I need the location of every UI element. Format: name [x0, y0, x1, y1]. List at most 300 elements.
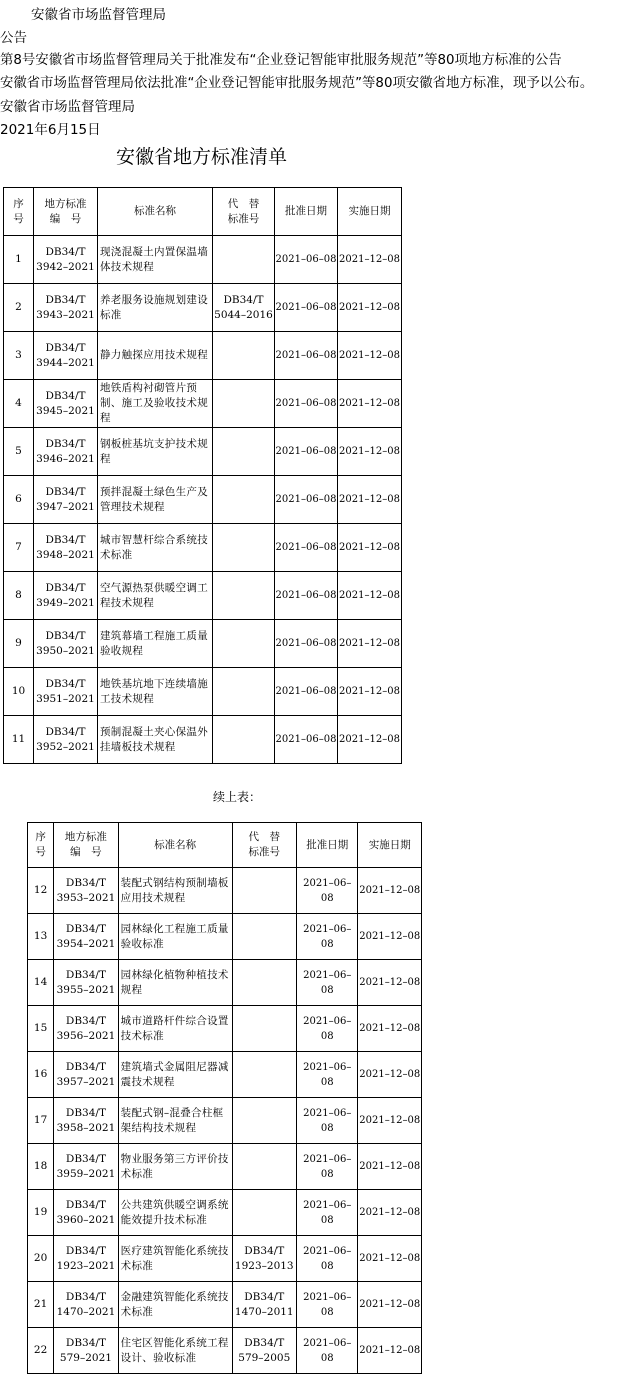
code-cell-text: 1470–2021: [56, 1305, 116, 1318]
code-cell-text: DB34/T: [45, 293, 86, 306]
replace-cell-text: DB34/T: [244, 1244, 285, 1257]
name-cell: [118, 1098, 232, 1144]
replace-cell: [232, 1144, 296, 1190]
approve-date-cell-text: 2021–06–08: [275, 398, 337, 409]
code-cell-text: DB34/T: [45, 725, 86, 738]
name-cell-text: 装配式钢–混叠合柱框架结构技术规程: [120, 1106, 224, 1134]
seq-cell: [28, 1328, 54, 1374]
implement-date-cell: [358, 1098, 422, 1144]
name-cell-text: 公共建筑供暖空调系统能效提升技术标准: [120, 1198, 229, 1226]
implement-date-cell: [338, 428, 402, 476]
name-cell-text: 城市道路杆件综合设置技术标准: [120, 1014, 229, 1042]
replace-cell: [213, 716, 275, 764]
name-cell: [118, 1052, 232, 1098]
code-cell-text: DB34/T: [65, 1106, 106, 1119]
col-code-header: 地方标准 编 号: [34, 188, 98, 236]
replace-cell: [232, 1052, 296, 1098]
agency-name: 安徽省市场监督管理局: [31, 7, 166, 23]
implement-date-cell: [338, 524, 402, 572]
seq-cell-text: 16: [33, 1068, 48, 1080]
code-cell-text: 3960–2021: [56, 1213, 116, 1226]
col-approve-header: 批准日期: [275, 188, 338, 236]
seq-cell: [4, 284, 34, 332]
approve-date-cell: [297, 1006, 358, 1052]
name-cell: [98, 332, 213, 380]
replace-cell-text: 1470–2011: [234, 1305, 294, 1318]
seq-cell: [4, 716, 34, 764]
replace-cell-text: DB34/T: [223, 293, 264, 306]
seq-cell: [28, 1282, 54, 1328]
name-cell: [98, 524, 213, 572]
code-cell: [54, 1006, 118, 1052]
replace-cell: [232, 1236, 296, 1282]
code-cell-text: DB34/T: [45, 629, 86, 642]
name-cell: [118, 1006, 232, 1052]
replace-cell: [213, 428, 275, 476]
notice-title: 第8号安徽省市场监督管理局关于批准发布“企业登记智能审批服务规范”等80项地方标准的公告: [0, 53, 562, 68]
approve-date-cell: [275, 476, 338, 524]
implement-date-cell-text: 2021–12–08: [359, 1023, 421, 1034]
table-row: [4, 380, 402, 428]
table-body: [4, 236, 402, 764]
code-cell: [34, 476, 98, 524]
code-cell: [54, 1282, 118, 1328]
approve-date-cell-text: 2021–06–08: [275, 494, 337, 505]
seq-cell-text: 17: [33, 1114, 48, 1126]
seq-cell-text: 8: [15, 589, 22, 601]
seq-cell-text: 5: [15, 445, 22, 457]
implement-date-cell-text: 2021–12–08: [359, 931, 421, 942]
approve-date-cell-text: 2021–06–08: [275, 638, 337, 649]
code-cell: [54, 1098, 118, 1144]
seq-cell-text: 20: [33, 1252, 48, 1264]
name-cell: [118, 1282, 232, 1328]
code-cell-text: 3951–2021: [36, 692, 95, 705]
replace-cell: [232, 960, 296, 1006]
code-cell-text: 3945–2021: [36, 404, 95, 417]
implement-date-cell: [338, 380, 402, 428]
code-cell-text: DB34/T: [45, 341, 86, 354]
seq-cell-text: 13: [33, 930, 48, 942]
seq-cell-text: 22: [33, 1344, 48, 1356]
approve-date-cell: [275, 668, 338, 716]
replace-cell: [232, 1006, 296, 1052]
seq-cell: [28, 868, 54, 914]
approve-date-cell: [297, 914, 358, 960]
code-cell-text: 3958–2021: [56, 1121, 116, 1134]
implement-date-cell: [338, 716, 402, 764]
implement-date-cell-text: 2021–12–08: [339, 398, 400, 409]
approve-date-cell-text: 2021–06–08: [303, 1153, 352, 1180]
replace-cell: [213, 668, 275, 716]
name-cell-text: 建筑墙式金属阻尼器减震技术规程: [120, 1060, 229, 1088]
implement-date-cell-text: 2021–12–08: [359, 1299, 421, 1310]
table-row: [28, 1328, 422, 1374]
list-title: 安徽省地方标准清单: [116, 146, 288, 168]
approve-date-cell-text: 2021–06–08: [275, 542, 337, 553]
implement-date-cell: [358, 1144, 422, 1190]
implement-date-cell: [358, 1190, 422, 1236]
approve-date-cell: [297, 1282, 358, 1328]
code-cell-text: 3950–2021: [36, 644, 95, 657]
approve-date-cell: [297, 1190, 358, 1236]
approve-date-cell-text: 2021–06–08: [303, 1061, 352, 1088]
implement-date-cell: [358, 1052, 422, 1098]
code-cell-text: DB34/T: [65, 876, 106, 889]
seq-cell-text: 21: [33, 1298, 48, 1310]
replace-cell: [232, 1098, 296, 1144]
code-cell-text: DB34/T: [65, 968, 106, 981]
approve-date-cell: [275, 284, 338, 332]
code-cell-text: DB34/T: [45, 581, 86, 594]
name-cell: [118, 960, 232, 1006]
table-row: [4, 428, 402, 476]
name-cell: [98, 668, 213, 716]
code-cell: [54, 868, 118, 914]
seq-cell-text: 6: [15, 493, 22, 505]
name-cell-text: 住宅区智能化系统工程设计、验收标准: [120, 1336, 229, 1364]
table-row: [28, 914, 422, 960]
implement-date-cell-text: 2021–12–08: [359, 1069, 421, 1080]
implement-date-cell: [358, 1282, 422, 1328]
replace-cell: [232, 1282, 296, 1328]
name-cell: [98, 620, 213, 668]
code-cell-text: DB34/T: [45, 245, 86, 258]
approve-date-cell: [275, 332, 338, 380]
implement-date-cell: [358, 914, 422, 960]
replace-cell-text: 5044–2016: [214, 308, 273, 321]
replace-cell: [232, 1190, 296, 1236]
table-row: [4, 476, 402, 524]
seq-cell: [28, 1098, 54, 1144]
implement-date-cell: [338, 572, 402, 620]
seq-cell: [4, 380, 34, 428]
code-cell-text: 3947–2021: [36, 500, 95, 513]
code-cell: [54, 1328, 118, 1374]
replace-cell-text: 579–2005: [238, 1351, 291, 1364]
code-cell: [34, 524, 98, 572]
code-cell-text: 3946–2021: [36, 452, 95, 465]
approve-date-cell: [297, 1236, 358, 1282]
approve-date-cell: [275, 428, 338, 476]
col-approve-header: 批准日期: [297, 823, 358, 868]
name-cell: [118, 1144, 232, 1190]
col-name-header: 标准名称: [118, 823, 232, 868]
code-cell-text: 3948–2021: [36, 548, 95, 561]
col-code-header: 地方标准 编 号: [54, 823, 118, 868]
name-cell-text: 地铁盾构衬砌管片预制、施工及验收技术规程: [100, 382, 208, 424]
replace-cell: [213, 476, 275, 524]
table-header-row: [28, 823, 422, 868]
implement-date-cell: [338, 236, 402, 284]
replace-cell-text: DB34/T: [244, 1336, 285, 1349]
code-cell: [54, 1236, 118, 1282]
implement-date-cell: [358, 1236, 422, 1282]
replace-cell: [213, 236, 275, 284]
approve-date-cell: [297, 960, 358, 1006]
replace-cell: [213, 380, 275, 428]
code-cell-text: 3953–2021: [56, 891, 116, 904]
name-cell: [118, 1328, 232, 1374]
name-cell-text: 园林绿化植物种植技术规程: [120, 968, 229, 996]
table-row: [28, 1236, 422, 1282]
code-cell: [34, 668, 98, 716]
replace-cell-text: 1923–2013: [234, 1259, 294, 1272]
table-row: [4, 668, 402, 716]
code-cell-text: 3943–2021: [36, 308, 95, 321]
table-row: [28, 1282, 422, 1328]
seq-cell: [28, 1052, 54, 1098]
name-cell-text: 预制混凝土夹心保温外挂墙板技术规程: [100, 725, 208, 753]
seq-cell: [4, 524, 34, 572]
approve-date-cell-text: 2021–06–08: [303, 1107, 352, 1134]
table-row: [28, 1098, 422, 1144]
code-cell-text: 3957–2021: [56, 1075, 116, 1088]
code-cell-text: 579–2021: [59, 1351, 112, 1364]
approve-date-cell-text: 2021–06–08: [275, 734, 337, 745]
seq-cell: [28, 914, 54, 960]
seq-cell-text: 18: [33, 1160, 48, 1172]
table-row: [28, 1144, 422, 1190]
name-cell: [118, 868, 232, 914]
seq-cell: [28, 1190, 54, 1236]
col-implement-header: 实施日期: [338, 188, 402, 236]
seq-cell-text: 4: [15, 397, 22, 409]
notice-body: 安徽省市场监督管理局依法批准“企业登记智能审批服务规范”等80项安徽省地方标准，现予以公布。: [0, 76, 594, 91]
code-cell-text: DB34/T: [45, 389, 86, 402]
col-seq-header: 序 号: [4, 188, 34, 236]
table-header-row: [4, 188, 402, 236]
implement-date-cell-text: 2021–12–08: [339, 686, 400, 697]
implement-date-cell: [338, 284, 402, 332]
name-cell-text: 静力触探应用技术规程: [100, 349, 208, 361]
name-cell: [98, 572, 213, 620]
replace-cell: [232, 914, 296, 960]
replace-cell: [213, 284, 275, 332]
code-cell: [54, 914, 118, 960]
table-row: [28, 1006, 422, 1052]
replace-cell: [213, 620, 275, 668]
approve-date-cell-text: 2021–06–08: [303, 1291, 352, 1318]
seq-cell: [4, 620, 34, 668]
col-name-header: 标准名称: [98, 188, 213, 236]
continued-label: 续上表：: [213, 790, 262, 804]
implement-date-cell-text: 2021–12–08: [359, 885, 421, 896]
implement-date-cell-text: 2021–12–08: [359, 977, 421, 988]
approve-date-cell-text: 2021–06–08: [275, 590, 337, 601]
notice-category: 公告: [0, 30, 27, 46]
standards-table: [3, 187, 402, 764]
replace-cell: [213, 524, 275, 572]
implement-date-cell-text: 2021–12–08: [339, 542, 400, 553]
table-row: [4, 620, 402, 668]
table-row: [28, 960, 422, 1006]
approve-date-cell: [275, 572, 338, 620]
name-cell-text: 养老服务设施规划建设标准: [100, 293, 208, 321]
code-cell-text: DB34/T: [65, 922, 106, 935]
implement-date-cell-text: 2021–12–08: [339, 590, 400, 601]
code-cell-text: 3956–2021: [56, 1029, 116, 1042]
standards-table-continued: [27, 822, 422, 1374]
approve-date-cell-text: 2021–06–08: [275, 254, 337, 265]
implement-date-cell-text: 2021–12–08: [359, 1345, 421, 1356]
code-cell: [34, 236, 98, 284]
code-cell-text: DB34/T: [65, 1336, 106, 1349]
seq-cell: [28, 1144, 54, 1190]
code-cell-text: 1923–2021: [56, 1259, 116, 1272]
name-cell-text: 园林绿化工程施工质量验收标准: [120, 922, 229, 950]
approve-date-cell-text: 2021–06–08: [303, 1015, 352, 1042]
table-row: [4, 236, 402, 284]
approve-date-cell-text: 2021–06–08: [303, 1199, 352, 1226]
approve-date-cell: [275, 524, 338, 572]
seq-cell-text: 14: [33, 976, 48, 988]
code-cell-text: DB34/T: [45, 485, 86, 498]
table-row: [4, 284, 402, 332]
name-cell: [98, 428, 213, 476]
seq-cell: [28, 1236, 54, 1282]
seq-cell: [4, 332, 34, 380]
code-cell: [54, 1052, 118, 1098]
seq-cell: [4, 572, 34, 620]
table-row: [4, 572, 402, 620]
seq-cell: [4, 668, 34, 716]
col-replace-header: 代 替 标准号: [213, 188, 275, 236]
implement-date-cell: [358, 960, 422, 1006]
table-row: [4, 332, 402, 380]
name-cell: [118, 1236, 232, 1282]
implement-date-cell: [358, 868, 422, 914]
name-cell-text: 医疗建筑智能化系统技术标准: [120, 1244, 229, 1272]
implement-date-cell-text: 2021–12–08: [339, 734, 400, 745]
seq-cell-text: 11: [11, 733, 26, 745]
name-cell: [118, 914, 232, 960]
seq-cell: [4, 428, 34, 476]
name-cell: [98, 284, 213, 332]
code-cell: [34, 620, 98, 668]
table-row: [28, 868, 422, 914]
implement-date-cell: [338, 476, 402, 524]
implement-date-cell-text: 2021–12–08: [359, 1207, 421, 1218]
seq-cell-text: 9: [15, 637, 22, 649]
implement-date-cell: [358, 1328, 422, 1374]
replace-cell-text: DB34/T: [244, 1290, 285, 1303]
approve-date-cell: [297, 1052, 358, 1098]
name-cell: [98, 380, 213, 428]
approve-date-cell-text: 2021–06–08: [275, 350, 337, 361]
name-cell-text: 空气源热泵供暖空调工程技术规程: [100, 581, 208, 609]
code-cell-text: DB34/T: [65, 1014, 106, 1027]
implement-date-cell-text: 2021–12–08: [339, 254, 400, 265]
code-cell: [54, 1190, 118, 1236]
approve-date-cell: [275, 236, 338, 284]
code-cell-text: DB34/T: [65, 1290, 106, 1303]
approve-date-cell: [275, 716, 338, 764]
seq-cell: [28, 1006, 54, 1052]
code-cell-text: DB34/T: [45, 533, 86, 546]
code-cell-text: 3959–2021: [56, 1167, 116, 1180]
name-cell-text: 地铁基坑地下连续墙施工技术规程: [100, 677, 208, 705]
code-cell: [34, 428, 98, 476]
name-cell-text: 城市智慧杆综合系统技术标准: [100, 533, 208, 561]
approve-date-cell: [297, 1328, 358, 1374]
implement-date-cell-text: 2021–12–08: [359, 1253, 421, 1264]
implement-date-cell-text: 2021–12–08: [339, 446, 400, 457]
name-cell: [118, 1190, 232, 1236]
approve-date-cell-text: 2021–06–08: [275, 686, 337, 697]
replace-cell: [232, 868, 296, 914]
replace-cell: [213, 332, 275, 380]
code-cell-text: DB34/T: [65, 1198, 106, 1211]
code-cell-text: 3942–2021: [36, 260, 95, 273]
seq-cell-text: 1: [15, 253, 22, 265]
name-cell-text: 物业服务第三方评价技术标准: [120, 1152, 229, 1180]
name-cell: [98, 236, 213, 284]
approve-date-cell-text: 2021–06–08: [303, 1337, 352, 1364]
code-cell: [34, 572, 98, 620]
approve-date-cell: [297, 1144, 358, 1190]
seq-cell-text: 2: [15, 301, 22, 313]
name-cell-text: 金融建筑智能化系统技术标准: [120, 1290, 229, 1318]
implement-date-cell: [338, 668, 402, 716]
approve-date-cell: [297, 1098, 358, 1144]
code-cell-text: 3954–2021: [56, 937, 116, 950]
table-row: [4, 524, 402, 572]
implement-date-cell-text: 2021–12–08: [339, 494, 400, 505]
seq-cell-text: 7: [15, 541, 22, 553]
col-replace-header: 代 替 标准号: [232, 823, 296, 868]
approve-date-cell-text: 2021–06–08: [303, 1245, 352, 1272]
seq-cell: [4, 236, 34, 284]
code-cell: [34, 284, 98, 332]
approve-date-cell-text: 2021–06–08: [275, 302, 337, 313]
table-row: [28, 1052, 422, 1098]
seq-cell-text: 3: [15, 349, 22, 361]
table-row: [4, 716, 402, 764]
implement-date-cell: [338, 620, 402, 668]
approve-date-cell-text: 2021–06–08: [303, 877, 352, 904]
seq-cell-text: 19: [33, 1206, 48, 1218]
seq-cell-text: 15: [33, 1022, 48, 1034]
code-cell-text: DB34/T: [65, 1060, 106, 1073]
name-cell-text: 建筑幕墙工程施工质量验收规程: [100, 629, 208, 657]
name-cell: [98, 476, 213, 524]
implement-date-cell: [358, 1006, 422, 1052]
implement-date-cell-text: 2021–12–08: [339, 302, 400, 313]
implement-date-cell-text: 2021–12–08: [339, 350, 400, 361]
code-cell: [34, 716, 98, 764]
code-cell-text: DB34/T: [45, 437, 86, 450]
code-cell: [34, 380, 98, 428]
replace-cell: [213, 572, 275, 620]
col-seq-header: 序 号: [28, 823, 54, 868]
notice-date: 2021年6月15日: [0, 122, 101, 138]
approve-date-cell-text: 2021–06–08: [275, 446, 337, 457]
approve-date-cell-text: 2021–06–08: [303, 969, 352, 996]
code-cell-text: DB34/T: [65, 1244, 106, 1257]
name-cell-text: 装配式钢结构预制墙板应用技术规程: [120, 876, 229, 904]
code-cell: [34, 332, 98, 380]
notice-signature: 安徽省市场监督管理局: [0, 99, 135, 115]
code-cell-text: 3955–2021: [56, 983, 116, 996]
code-cell-text: DB34/T: [45, 677, 86, 690]
code-cell: [54, 1144, 118, 1190]
approve-date-cell: [275, 620, 338, 668]
approve-date-cell: [297, 868, 358, 914]
name-cell-text: 现浇混凝土内置保温墙体技术规程: [100, 245, 208, 273]
seq-cell: [4, 476, 34, 524]
approve-date-cell: [275, 380, 338, 428]
